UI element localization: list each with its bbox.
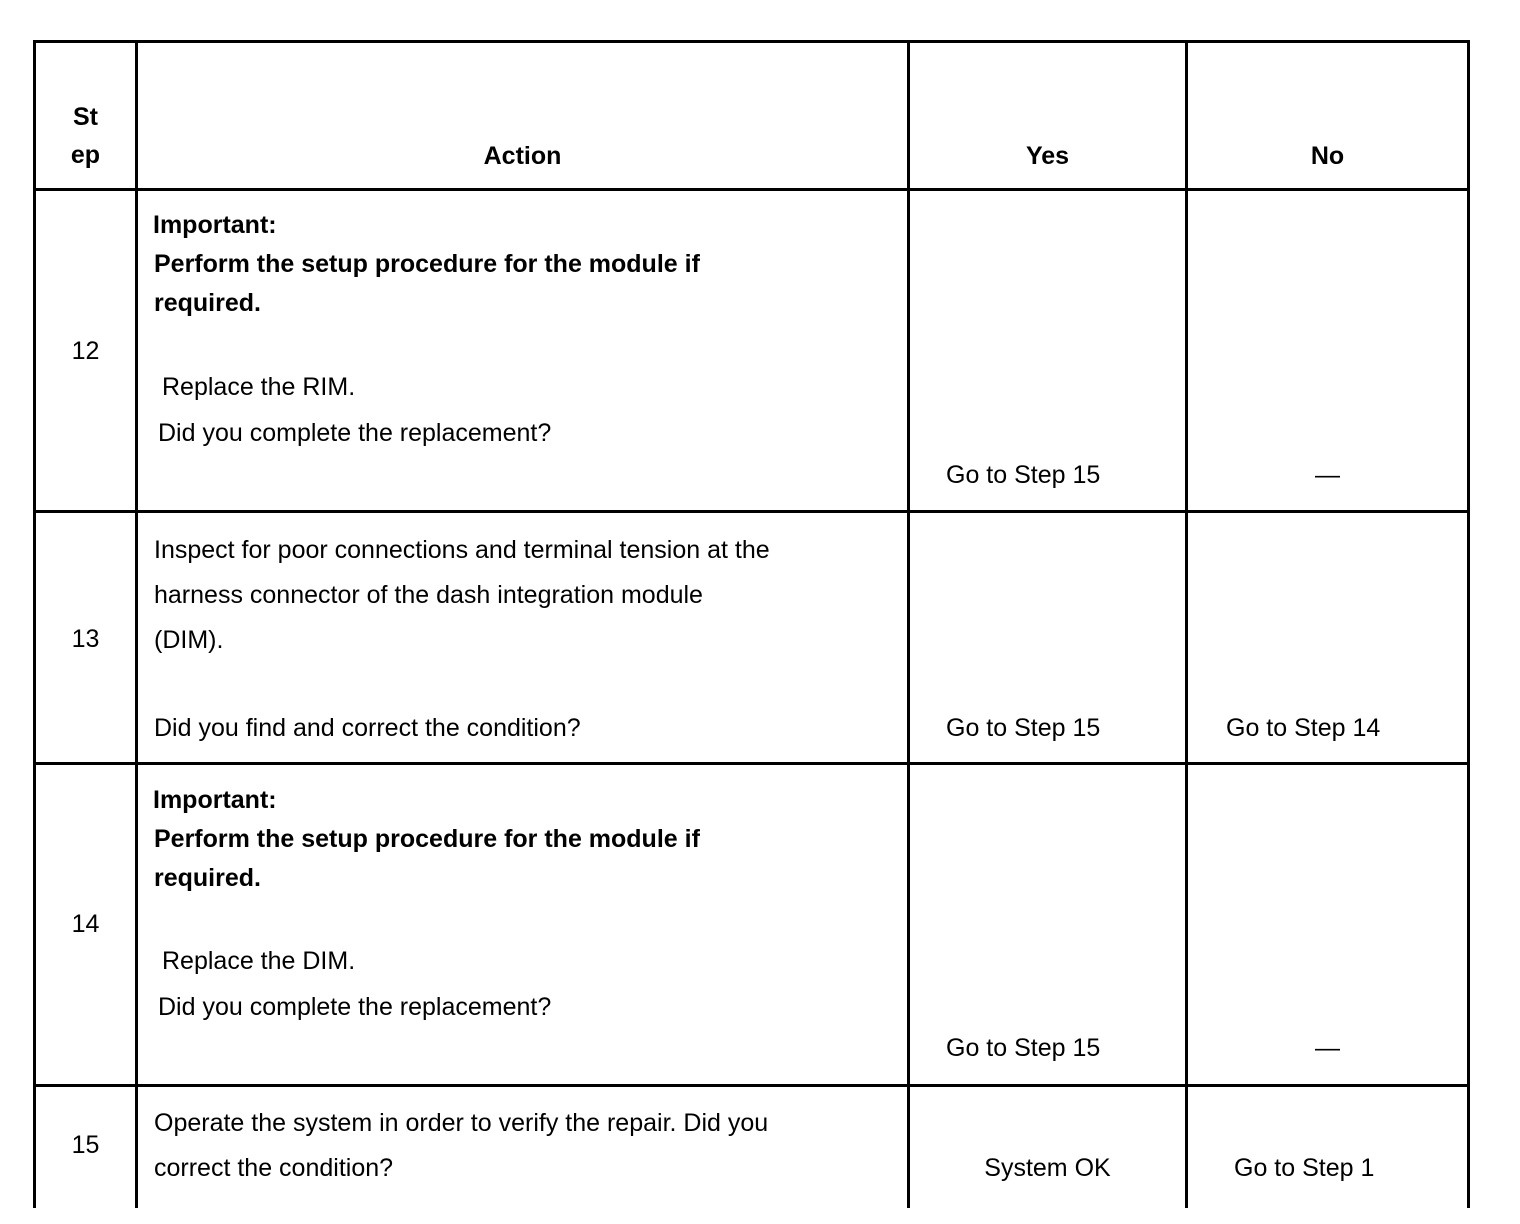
instruction-text: Replace the DIM.	[162, 947, 356, 975]
action-cell	[137, 1086, 909, 1208]
important-label: Important:	[153, 211, 277, 239]
step-cell	[35, 190, 137, 512]
action-text-line2: harness connector of the dash integration module	[154, 581, 703, 609]
yes-cell	[909, 512, 1187, 764]
table-row-step-12	[35, 190, 1469, 512]
action-cell	[137, 764, 909, 1086]
yes-cell	[909, 764, 1187, 1086]
no-answer: —	[1315, 1034, 1340, 1062]
no-answer: Go to Step 1	[1234, 1154, 1375, 1182]
step-number: 14	[71, 910, 100, 938]
yes-answer: Go to Step 15	[946, 461, 1101, 489]
header-no-cell	[1187, 42, 1469, 190]
action-text-line1: Operate the system in order to verify the repair. Did you	[154, 1109, 769, 1137]
yes-answer: System OK	[984, 1154, 1111, 1182]
yes-cell	[909, 1086, 1187, 1208]
important-note-line2: required.	[154, 864, 261, 892]
header-action: Action	[483, 142, 562, 170]
header-action-cell	[137, 42, 909, 190]
important-note-line1: Perform the setup procedure for the module if	[154, 825, 700, 853]
action-text-line3: (DIM).	[154, 626, 224, 654]
header-step	[36, 98, 135, 174]
action-cell	[137, 512, 909, 764]
important-note-line2: required.	[154, 289, 261, 317]
no-cell	[1187, 1086, 1469, 1208]
important-label: Important:	[153, 786, 277, 814]
step-cell	[35, 764, 137, 1086]
no-cell	[1187, 190, 1469, 512]
step-number: 12	[71, 337, 100, 365]
action-text-line2: correct the condition?	[154, 1154, 394, 1182]
question-text: Did you complete the replacement?	[158, 419, 552, 447]
header-step-line1: St	[73, 103, 98, 131]
header-yes-cell	[909, 42, 1187, 190]
no-cell	[1187, 512, 1469, 764]
question-text: Did you find and correct the condition?	[154, 714, 581, 742]
important-note-line1: Perform the setup procedure for the module if	[154, 250, 700, 278]
header-step-cell	[35, 42, 137, 190]
header-step-line2: ep	[70, 141, 101, 169]
step-cell	[35, 1086, 137, 1208]
diagnostic-table-container	[33, 40, 1467, 1206]
no-answer: —	[1315, 461, 1340, 489]
table-row-step-13	[35, 512, 1469, 764]
header-no: No	[1310, 142, 1345, 170]
action-text-line1: Inspect for poor connections and terminal tension at the	[154, 536, 770, 564]
table-header-row	[35, 42, 1469, 190]
no-cell	[1187, 764, 1469, 1086]
question-text: Did you complete the replacement?	[158, 993, 552, 1021]
yes-answer: Go to Step 15	[946, 714, 1101, 742]
step-cell	[35, 512, 137, 764]
table-row-step-15	[35, 1086, 1469, 1208]
header-yes: Yes	[1025, 142, 1070, 170]
yes-answer: Go to Step 15	[946, 1034, 1101, 1062]
instruction-text: Replace the RIM.	[162, 373, 356, 401]
yes-cell	[909, 190, 1187, 512]
diagnostic-steps-table	[33, 40, 1470, 1208]
step-number: 13	[71, 625, 100, 653]
no-answer: Go to Step 14	[1226, 714, 1381, 742]
table-row-step-14	[35, 764, 1469, 1086]
step-number: 15	[71, 1131, 100, 1159]
action-cell	[137, 190, 909, 512]
